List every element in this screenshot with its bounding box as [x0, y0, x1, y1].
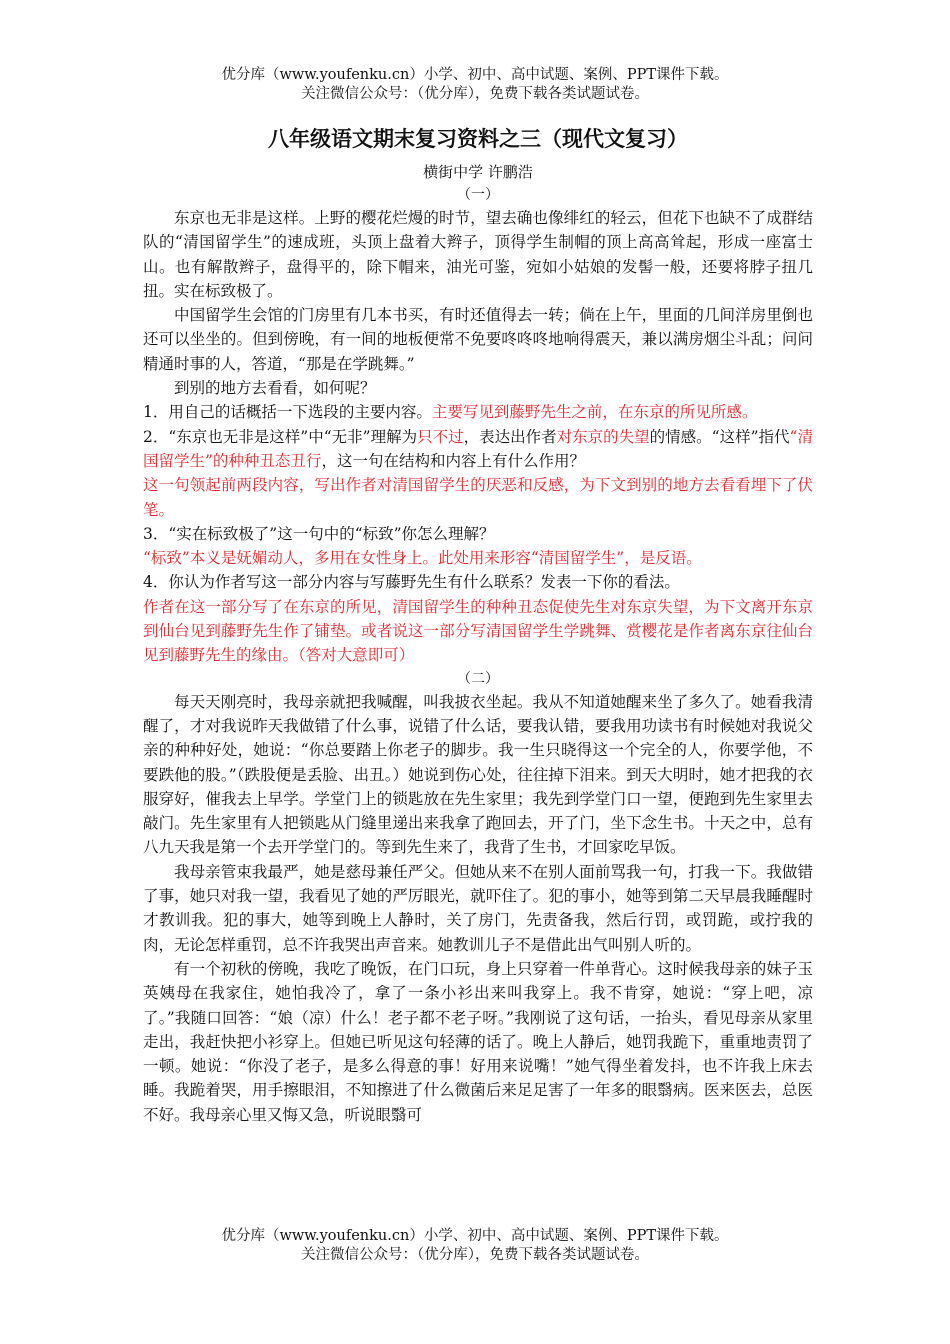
question-1-text: 1．用自己的话概括一下选段的主要内容。 [143, 403, 432, 422]
question-2-text-c: 的情感。“这样”指代 [649, 427, 790, 446]
document-title: 八年级语文期末复习资料之三（现代文复习） [268, 126, 688, 151]
header-line-1: 优分库（www.youfenku.cn）小学、初中、高中试题、案例、PPT课件下载。 [221, 67, 729, 83]
section-heading-1: （一） [457, 187, 499, 203]
passage-paragraph-6: 有一个初秋的傍晚，我吃了晚饭，在门口玩，身上只穿着一件单背心。这时候我母亲的妹子玉英姨母在我家住，她怕我冷了，拿了一条小衫出来叫我穿上。我不肯穿，她说：“穿上吧，凉了。”我随口回答：“娘（凉）什么！老子都不老子呀。”我刚说了这句话，一抬头，看见母亲从家里走出，我赶快把小衫穿上。但她已听见这句轻薄的话了。晚上人静后，她罚我跪下，重重地责罚了一顿。她说：“你没了老子，是多么得意的事！好用来说嘴！”她气得坐着发抖，也不许我上床去睡。我跪着哭，用手擦眼泪，不知擦进了什么微菌后来足足害了一年多的眼翳病。医来医去，总医不好。我母亲心里又悔又急，听说眼翳可 [143, 959, 813, 1124]
question-4-text: 4．你认为作者写这一部分内容与写藤野先生有什么联系？发表一下你的看法。 [143, 573, 680, 592]
footer-line-2: 关注微信公众号：（优分库），免费下载各类试题试卷。 [301, 1247, 649, 1263]
question-2-text-d: ，这一句在结构和内容上有什么作用？ [321, 451, 585, 470]
passage-paragraph-1: 东京也无非是这样。上野的樱花烂熳的时节，望去确也像绯红的轻云，但花下也缺不了成群结队的“清国留学生”的速成班，头顶上盘着大辫子，顶得学生制帽的顶上高高耸起，形成一座富士山。也有解散辫子，盘得平的，除下帽来，油光可鉴，宛如小姑娘的发髻一般，还要将脖子扭几扭。实在标致极了。 [143, 209, 813, 300]
question-1-answer: 主要写见到藤野先生之前，在东京的所见所感。 [431, 403, 758, 422]
section-heading-2: （二） [457, 670, 499, 687]
document-author: 横街中学 许鹏浩 [423, 163, 533, 181]
question-2 [143, 425, 813, 474]
question-2-answer-2: 对东京的失望 [556, 427, 650, 446]
question-3-answer: “标致”本义是妩媚动人，多用在女性身上。此处用来形容“清国留学生”，是反语。 [143, 549, 702, 568]
question-2-answer-main: 这一句领起前两段内容，写出作者对清国留学生的厌恶和反感，为下文到别的地方去看看埋下了伏笔。 [143, 476, 813, 519]
question-2-answer-3: “清国留学生”的种种丑态丑行 [143, 427, 813, 470]
page-footer [0, 1227, 950, 1265]
question-3-text: 3．“实在标致极了”这一句中的“标致”你怎么理解？ [143, 524, 495, 543]
question-4-answer: 作者在这一部分写了在东京的所见，清国留学生的种种丑态促使先生对东京失望，为下文离开东京到仙台见到藤野先生作了铺垫。或者说这一部分写清国留学生学跳舞、赏樱花是作者离东京往仙台见到藤野先生的缘由。（答对大意即可） [143, 597, 813, 665]
passage-paragraph-3: 到别的地方去看看，如何呢？ [174, 379, 376, 398]
question-1 [143, 400, 813, 424]
question-2-answer-1: 只不过 [417, 427, 464, 446]
passage-paragraph-5: 我母亲管束我最严，她是慈母兼任严父。但她从来不在别人面前骂我一句，打我一下。我做错了事，她只对我一望，我看见了她的严厉眼光，就吓住了。犯的事小，她等到第二天早晨我睡醒时才教训我。犯的事大，她等到晚上人静时，关了房门，先责备我，然后行罚，或罚跪，或拧我的肉，无论怎样重罚，总不许我哭出声音来。她教训儿子不是借此出气叫别人听的。 [143, 862, 813, 954]
page-header [0, 66, 950, 104]
footer-line-1: 优分库（www.youfenku.cn）小学、初中、高中试题、案例、PPT课件下载。 [221, 1228, 729, 1244]
passage-paragraph-2: 中国留学生会馆的门房里有几本书买，有时还值得去一转；倘在上午，里面的几间洋房里倒也还可以坐坐的。但到傍晚，有一间的地板便常不免要咚咚咚地响得震天，兼以满房烟尘斗乱；问问精通时事的人，答道，“那是在学跳舞。” [143, 306, 813, 373]
header-line-2: 关注微信公众号：（优分库），免费下载各类试题试卷。 [301, 86, 649, 102]
question-2-text-b: ，表达出作者 [463, 427, 557, 446]
passage-paragraph-4: 每天天刚亮时，我母亲就把我喊醒，叫我披衣坐起。我从不知道她醒来坐了多久了。她看我清醒了，才对我说昨天我做错了什么事，说错了什么话，要我认错，要我用功读书有时候她对我说父亲的种种好处，她说：“你总要踏上你老子的脚步。我一生只晓得这一个完全的人，你要学他，不要跌他的股。”（跌股便是丢脸、出丑。）她说到伤心处，往往掉下泪来。到天大明时，她才把我的衣服穿好，催我去上早学。学堂门上的锁匙放在先生家里；我先到学堂门口一望，便跑到先生家里去敲门。先生家里有人把锁匙从门缝里递出来我拿了跑回去，开了门，坐下念生书。十天之中，总有八九天我是第一个去开学堂门的。等到先生来了，我背了生书，才回家吃早饭。 [143, 692, 813, 857]
document-body [143, 124, 813, 1127]
question-2-text-a: 2．“东京也无非是这样”中“无非”理解为 [143, 427, 418, 446]
